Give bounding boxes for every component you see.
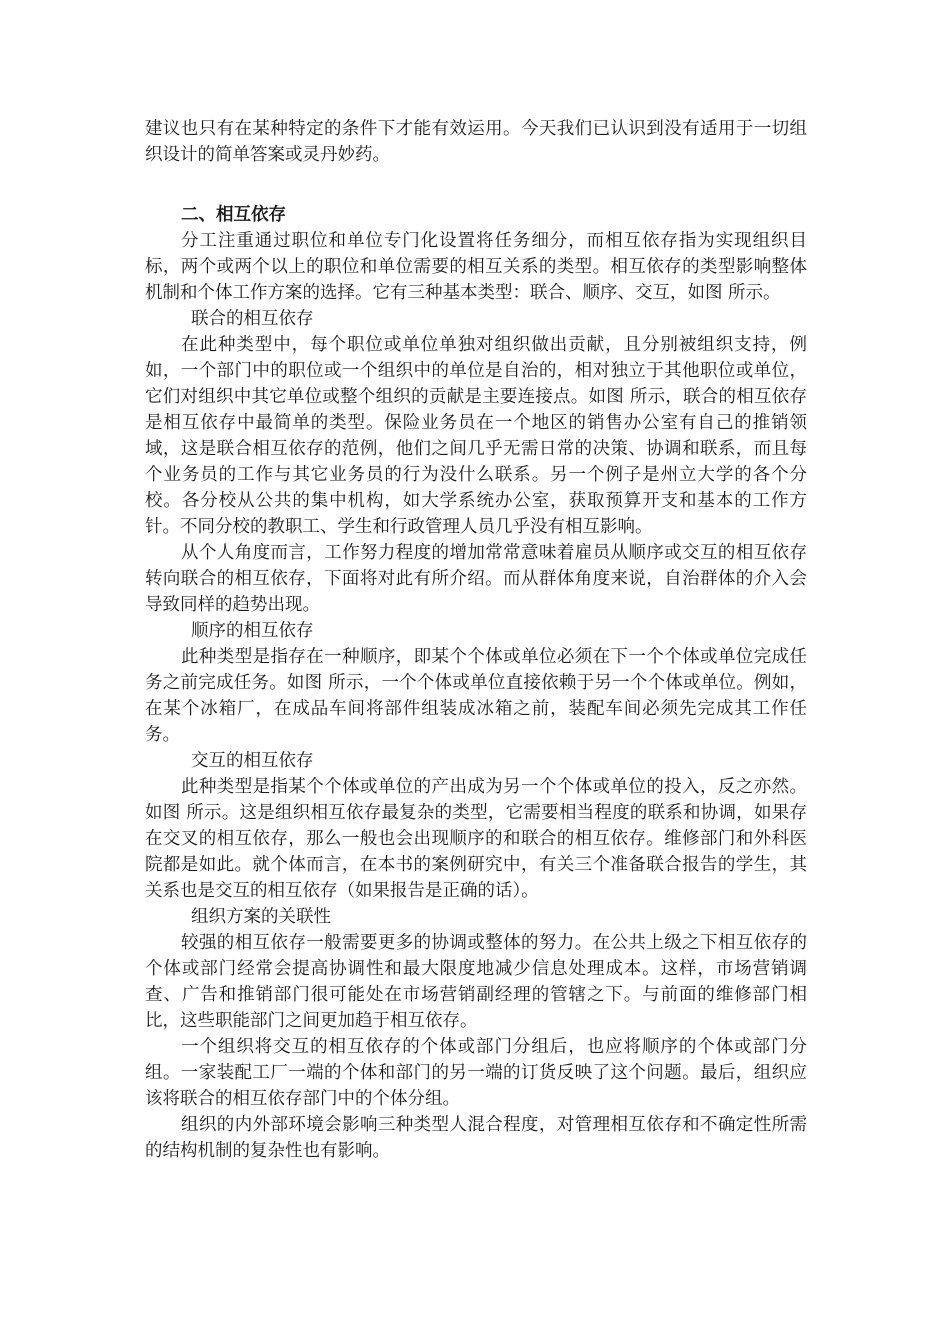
intro-paragraph: 建议也只有在某种特定的条件下才能有效运用。今天我们已认识到没有适用于一切组织设计的简单答案或灵丹妙药。 [145,119,807,165]
sequential-paragraph: 此种类型是指存在一种顺序，即某个个体或单位必须在下一个个体或单位完成任务之前完成任务。如图 所示，一个个体或单位直接依赖于另一个个体或单位。例如，在某个冰箱厂，在成品车间将部件组装成冰箱之前，装配车间必须先完成其工作任务。 [145,647,807,745]
spacer [145,168,807,194]
pooled-paragraph-1: 在此种类型中，每个职位或单位单独对组织做出贡献，且分别被组织支持，例如，一个部门中的职位或一个组织中的单位是自治的，相对独立于其他职位或单位，它们对组织中其它单位或整个组织的贡献是主要连接点。如图 所示，联合的相互依存是相互依存中最简单的类型。保险业务员在一个地区的销售办公室有自己的推销领域，这是联合相互依存的范例，他们之间几乎无需日常的决策、协调和联系，而且每个业务员的工作与其它业务员的行为没什么联系。另一个例子是州立大学的各个分校。各分校从公共的集中机构，如大学系统办公室，获取预算开支和基本的工作方针。不同分校的教职工、学生和行政管理人员几乎没有相互影响。 [145,335,807,537]
subheading-sequential: 顺序的相互依存 [191,621,314,641]
spacer [145,194,807,202]
document-page [145,116,807,1164]
relevance-paragraph-2: 一个组织将交互的相互依存的个体或部门分组后，也应将顺序的个体或部门分组。一家装配工厂一端的个体和部门的另一端的订货反映了这个问题。最后，组织应该将联合的相互依存部门中的个体分组。 [145,1037,807,1109]
section-paragraph: 分工注重通过职位和单位专门化设置将任务细分，而相互依存指为实现组织目标，两个或两个以上的职位和单位需要的相互关系的类型。相互依存的类型影响整体机制和个体工作方案的选择。它有三种基本类型：联合、顺序、交互，如图 所示。 [145,231,807,303]
section-heading: 二、相互依存 [181,205,286,225]
pooled-paragraph-2: 从个人角度而言，工作努力程度的增加常常意味着雇员从顺序或交互的相互依存转向联合的相互依存，下面将对此有所介绍。而从群体角度来说，自治群体的介入会导致同样的趋势出现。 [145,543,807,615]
relevance-paragraph-3: 组织的内外部环境会影响三种类型人混合程度，对管理相互依存和不确定性所需的结构机制的复杂性也有影响。 [145,1115,807,1161]
reciprocal-paragraph: 此种类型是指某个个体或单位的产出成为另一个个体或单位的投入，反之亦然。如图 所示。这是组织相互依存最复杂的类型，它需要相当程度的联系和协调，如果存在交叉的相互依存，那么一般也会出现顺序的和联合的相互依存。维修部门和外科医院都是如此。就个体而言，在本书的案例研究中，有关三个准备联合报告的学生，其关系也是交互的相互依存（如果报告是正确的话）。 [145,777,807,901]
relevance-paragraph-1: 较强的相互依存一般需要更多的协调或整体的努力。在公共上级之下相互依存的个体或部门经常会提高协调性和最大限度地减少信息处理成本。这样，市场营销调查、广告和推销部门很可能处在市场营销副经理的管辖之下。与前面的维修部门相比，这些职能部门之间更加趋于相互依存。 [145,933,807,1031]
subheading-relevance: 组织方案的关联性 [191,907,331,927]
subheading-reciprocal: 交互的相互依存 [191,751,314,771]
subheading-pooled: 联合的相互依存 [191,309,314,329]
